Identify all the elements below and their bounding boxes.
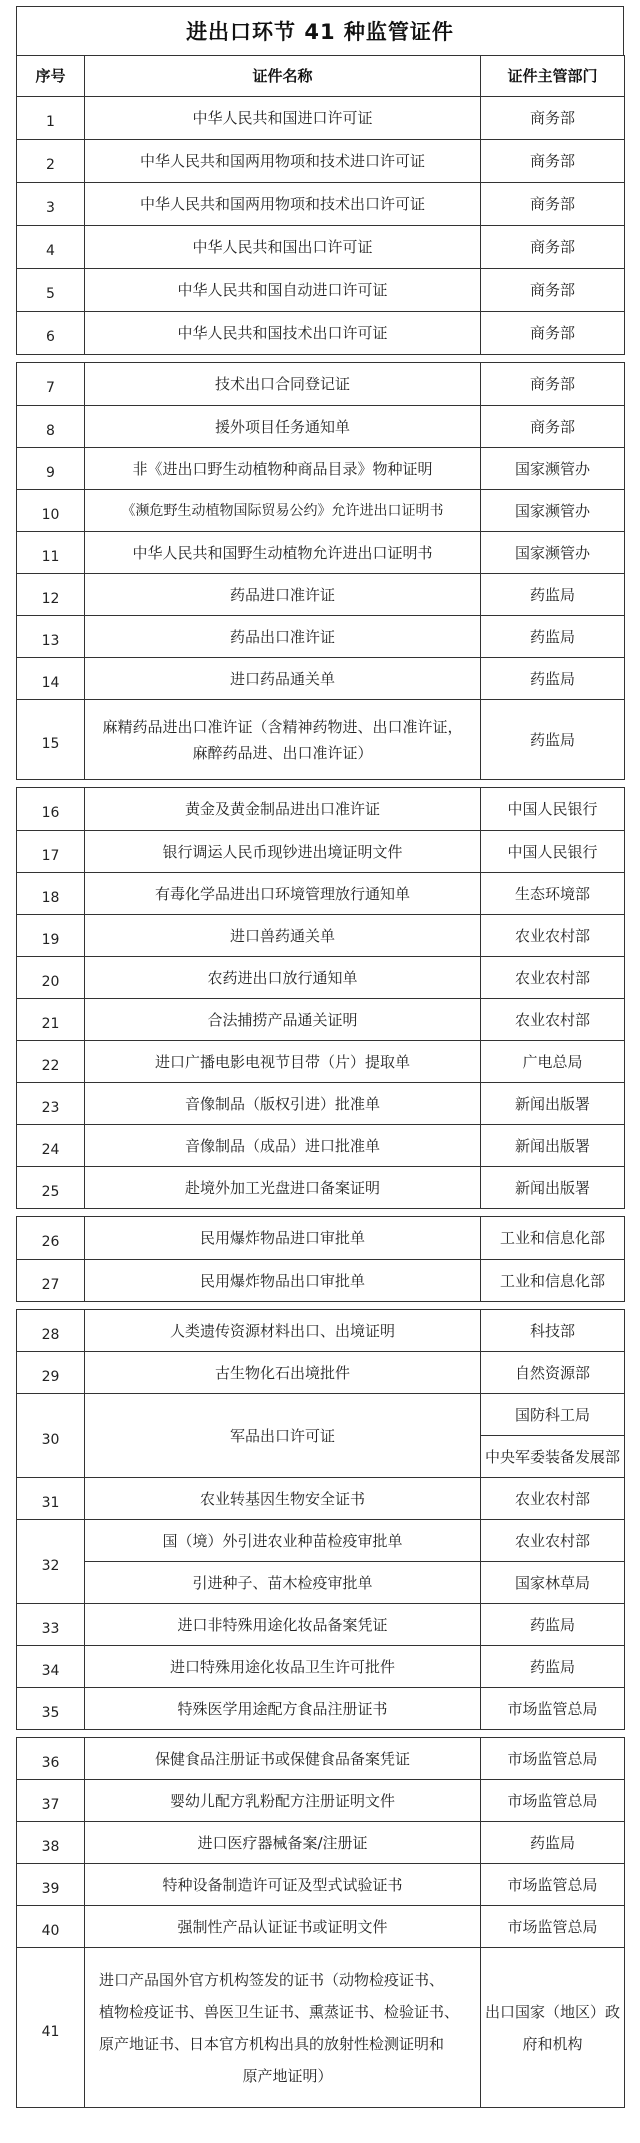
table-section-3 (16, 787, 625, 1209)
table-row (17, 312, 625, 355)
row-name: 进口非特殊用途化妆品备案凭证 (85, 1604, 481, 1646)
row-dept: 中央军委装备发展部 (481, 1436, 625, 1478)
table-section-4 (16, 1216, 625, 1302)
table-row (17, 915, 625, 957)
row-seq: 28 (17, 1310, 85, 1352)
row-name-line: 植物检疫证书、兽医卫生证书、熏蒸证书、检验证书、 (99, 2002, 460, 2021)
row-name: 婴幼儿配方乳粉配方注册证明文件 (85, 1780, 481, 1822)
row-seq: 31 (17, 1478, 85, 1520)
row-seq: 8 (17, 406, 85, 448)
row-dept: 商务部 (481, 183, 625, 226)
table-row (17, 1125, 625, 1167)
row-name-line: 麻精药品进出口准许证（含精神药物进、出口准许证， (102, 717, 463, 736)
row-name: 特殊医学用途配方食品注册证书 (85, 1688, 481, 1730)
certificate-table (16, 6, 624, 2108)
row-dept: 农业农村部 (481, 915, 625, 957)
row-dept: 新闻出版署 (481, 1083, 625, 1125)
row-dept: 商务部 (481, 140, 625, 183)
table-row-sub (17, 1562, 625, 1604)
row-dept: 商务部 (481, 269, 625, 312)
table-row (17, 1688, 625, 1730)
row-seq: 7 (17, 363, 85, 406)
row-name: 中华人民共和国两用物项和技术出口许可证 (85, 183, 481, 226)
row-name: 特种设备制造许可证及型式试验证书 (85, 1864, 481, 1906)
table-row (17, 1780, 625, 1822)
row-dept: 商务部 (481, 312, 625, 355)
table-row (17, 1352, 625, 1394)
table-row (17, 406, 625, 448)
row-seq: 36 (17, 1738, 85, 1780)
row-dept: 国防科工局 (481, 1394, 625, 1436)
row-name: 国（境）外引进农业种苗检疫审批单 (85, 1520, 481, 1562)
table-row (17, 490, 625, 532)
row-name: 农药进出口放行通知单 (85, 957, 481, 999)
table-row (17, 831, 625, 873)
row-dept: 中国人民银行 (481, 831, 625, 873)
table-row (17, 448, 625, 490)
row-dept: 工业和信息化部 (481, 1260, 625, 1302)
row-name: 赴境外加工光盘进口备案证明 (85, 1167, 481, 1209)
table-section-5 (16, 1309, 625, 1730)
table-row (17, 269, 625, 312)
row-name: 援外项目任务通知单 (85, 406, 481, 448)
table-row (17, 1217, 625, 1260)
row-name: 中华人民共和国自动进口许可证 (85, 269, 481, 312)
row-name: 进口药品通关单 (85, 658, 481, 700)
header-seq: 序号 (17, 56, 85, 97)
row-seq: 29 (17, 1352, 85, 1394)
row-seq: 22 (17, 1041, 85, 1083)
row-dept: 新闻出版署 (481, 1167, 625, 1209)
row-dept: 药监局 (481, 658, 625, 700)
row-name: 强制性产品认证证书或证明文件 (85, 1906, 481, 1948)
row-dept: 广电总局 (481, 1041, 625, 1083)
row-seq: 16 (17, 788, 85, 831)
row-dept: 市场监管总局 (481, 1780, 625, 1822)
table-row (17, 574, 625, 616)
row-seq: 27 (17, 1260, 85, 1302)
row-name: 军品出口许可证 (85, 1394, 481, 1478)
row-name: 进口医疗器械备案/注册证 (85, 1822, 481, 1864)
table-row (17, 1822, 625, 1864)
table-row (17, 1310, 625, 1352)
row-dept: 自然资源部 (481, 1352, 625, 1394)
row-name: 进口特殊用途化妆品卫生许可批件 (85, 1646, 481, 1688)
row-name (85, 1948, 481, 2108)
row-seq: 23 (17, 1083, 85, 1125)
row-name: 古生物化石出境批件 (85, 1352, 481, 1394)
table-row (17, 1520, 625, 1562)
table-section-6 (16, 1737, 625, 2108)
table-section-2 (16, 362, 625, 780)
row-seq: 34 (17, 1646, 85, 1688)
row-dept-line: 出口国家（地区）政 (485, 2002, 621, 2021)
table-row (17, 999, 625, 1041)
row-name: 药品进口准许证 (85, 574, 481, 616)
row-seq: 37 (17, 1780, 85, 1822)
table-row (17, 1083, 625, 1125)
table-row (17, 140, 625, 183)
row-seq: 15 (17, 700, 85, 780)
row-name: 中华人民共和国出口许可证 (85, 226, 481, 269)
row-dept: 市场监管总局 (481, 1738, 625, 1780)
row-dept: 中国人民银行 (481, 788, 625, 831)
row-name: 药品出口准许证 (85, 616, 481, 658)
table-title: 进出口环节 41 种监管证件 (16, 6, 624, 55)
row-dept: 商务部 (481, 226, 625, 269)
row-seq: 9 (17, 448, 85, 490)
row-dept: 生态环境部 (481, 873, 625, 915)
row-name-line: 原产地证书、日本官方机构出具的放射性检测证明和 (99, 2034, 445, 2053)
row-seq: 17 (17, 831, 85, 873)
row-name: 合法捕捞产品通关证明 (85, 999, 481, 1041)
row-name: 音像制品（版权引进）批准单 (85, 1083, 481, 1125)
table-row (17, 700, 625, 780)
row-seq: 35 (17, 1688, 85, 1730)
row-dept: 国家濒管办 (481, 532, 625, 574)
row-seq: 10 (17, 490, 85, 532)
row-name: 银行调运人民币现钞进出境证明文件 (85, 831, 481, 873)
row-seq: 39 (17, 1864, 85, 1906)
table-row (17, 788, 625, 831)
row-name: 技术出口合同登记证 (85, 363, 481, 406)
row-name: 中华人民共和国野生动植物允许进出口证明书 (85, 532, 481, 574)
row-name: 中华人民共和国技术出口许可证 (85, 312, 481, 355)
row-dept: 市场监管总局 (481, 1906, 625, 1948)
row-dept: 药监局 (481, 1646, 625, 1688)
row-seq: 38 (17, 1822, 85, 1864)
row-dept: 国家濒管办 (481, 490, 625, 532)
row-name: 保健食品注册证书或保健食品备案凭证 (85, 1738, 481, 1780)
row-name: 有毒化学品进出口环境管理放行通知单 (85, 873, 481, 915)
row-name: 中华人民共和国两用物项和技术进口许可证 (85, 140, 481, 183)
table-row (17, 532, 625, 574)
row-dept: 药监局 (481, 1822, 625, 1864)
row-name-line: 麻醉药品进、出口准许证） (192, 743, 373, 762)
row-name: 人类遗传资源材料出口、出境证明 (85, 1310, 481, 1352)
row-name-line: 原产地证明） (242, 2066, 333, 2085)
row-dept: 药监局 (481, 616, 625, 658)
row-dept: 市场监管总局 (481, 1688, 625, 1730)
row-seq: 4 (17, 226, 85, 269)
row-dept: 国家濒管办 (481, 448, 625, 490)
table-row (17, 1948, 625, 2108)
row-seq: 30 (17, 1394, 85, 1478)
table-row (17, 873, 625, 915)
table-row (17, 957, 625, 999)
row-seq: 18 (17, 873, 85, 915)
table-row (17, 97, 625, 140)
row-name: 音像制品（成品）进口批准单 (85, 1125, 481, 1167)
row-dept: 药监局 (481, 574, 625, 616)
row-seq: 21 (17, 999, 85, 1041)
row-seq: 1 (17, 97, 85, 140)
row-seq: 2 (17, 140, 85, 183)
table-row (17, 1041, 625, 1083)
row-dept: 商务部 (481, 97, 625, 140)
row-dept: 药监局 (481, 700, 625, 780)
row-name: 进口广播电影电视节目带（片）提取单 (85, 1041, 481, 1083)
row-seq: 5 (17, 269, 85, 312)
row-seq: 33 (17, 1604, 85, 1646)
row-seq: 32 (17, 1520, 85, 1604)
table-row (17, 226, 625, 269)
row-name: 引进种子、苗木检疫审批单 (85, 1562, 481, 1604)
row-dept: 工业和信息化部 (481, 1217, 625, 1260)
row-seq: 14 (17, 658, 85, 700)
row-seq: 25 (17, 1167, 85, 1209)
table-row (17, 1394, 625, 1436)
row-seq: 24 (17, 1125, 85, 1167)
row-seq: 6 (17, 312, 85, 355)
row-seq: 40 (17, 1906, 85, 1948)
row-name: 进口兽药通关单 (85, 915, 481, 957)
row-seq: 3 (17, 183, 85, 226)
table-row (17, 1478, 625, 1520)
row-seq: 26 (17, 1217, 85, 1260)
row-dept-line: 府和机构 (522, 2034, 583, 2053)
row-name: 中华人民共和国进口许可证 (85, 97, 481, 140)
row-seq: 11 (17, 532, 85, 574)
table-row (17, 1738, 625, 1780)
row-name: 非《进出口野生动植物种商品目录》物种证明 (85, 448, 481, 490)
table-row (17, 616, 625, 658)
table-row (17, 183, 625, 226)
table-row (17, 1646, 625, 1688)
row-dept: 农业农村部 (481, 999, 625, 1041)
row-dept: 市场监管总局 (481, 1864, 625, 1906)
row-name: 《濒危野生动植物国际贸易公约》允许进出口证明书 (85, 490, 481, 532)
row-dept: 商务部 (481, 363, 625, 406)
row-dept: 国家林草局 (481, 1562, 625, 1604)
table-row (17, 658, 625, 700)
row-seq: 12 (17, 574, 85, 616)
row-dept: 商务部 (481, 406, 625, 448)
row-dept: 科技部 (481, 1310, 625, 1352)
row-seq: 20 (17, 957, 85, 999)
table-section-1 (16, 55, 625, 355)
row-name: 黄金及黄金制品进出口准许证 (85, 788, 481, 831)
table-row (17, 1167, 625, 1209)
row-dept: 药监局 (481, 1604, 625, 1646)
row-name (85, 700, 481, 780)
row-seq: 41 (17, 1948, 85, 2108)
table-row (17, 1864, 625, 1906)
table-row (17, 1604, 625, 1646)
row-dept: 农业农村部 (481, 1520, 625, 1562)
row-dept: 农业农村部 (481, 1478, 625, 1520)
row-name: 农业转基因生物安全证书 (85, 1478, 481, 1520)
row-name: 民用爆炸物品进口审批单 (85, 1217, 481, 1260)
row-name: 民用爆炸物品出口审批单 (85, 1260, 481, 1302)
table-row (17, 1906, 625, 1948)
table-row (17, 363, 625, 406)
table-row (17, 1260, 625, 1302)
row-name-line: 进口产品国外官方机构签发的证书（动物检疫证书、 (99, 1970, 445, 1989)
row-dept (481, 1948, 625, 2108)
header-name: 证件名称 (85, 56, 481, 97)
header-dept: 证件主管部门 (481, 56, 625, 97)
row-seq: 19 (17, 915, 85, 957)
row-dept: 农业农村部 (481, 957, 625, 999)
row-seq: 13 (17, 616, 85, 658)
row-dept: 新闻出版署 (481, 1125, 625, 1167)
